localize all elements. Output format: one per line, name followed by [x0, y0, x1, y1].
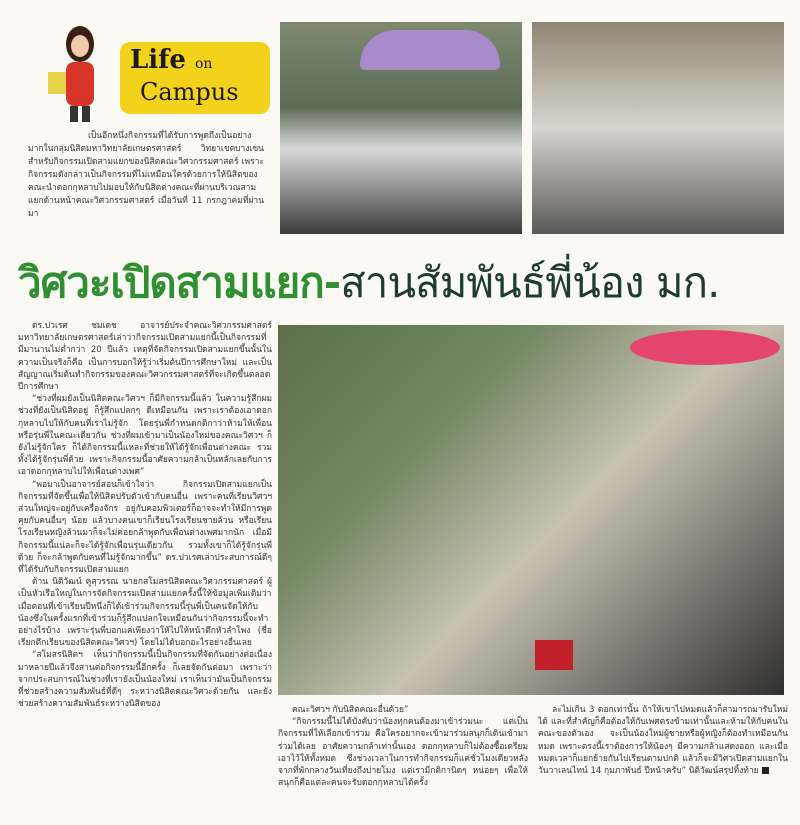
- body-paragraph: “กิจกรรมนี้ไม่ได้บังคับว่าน้องทุกคนต้องมาเข้าร่วมนะ แต่เป็นกิจกรรมที่ให้เลือกเข้าร่วม คือใครอยากจะเข้ามาร่วมสนุกก็เดินเข้ามาร่วมได้เลย อาศัยความกล้าเท่านั้นเอง ดอกกุหลาบก็ไม่ต้องซื้อเตรียมเอาไว้ให้ทั้งหมด ซึ่งช่วงเวลาในการทำกิจกรรมก็แค่ชั่วโมงเดียวหลังจากที่พักกลางวันเที่ยงถึงบ่ายโมง แต่เรามีกติกานิดๆ หน่อยๆ เพื่อให้สนุกก็คือแต่ละคนจะรับดอกกุหลาบได้ครั้ง: [278, 717, 528, 789]
- body-paragraph-text: ละไม่เกิน 3 ดอกเท่านั้น ถ้าให้เขาไปหมดแล้วก็สามารถมารับใหม่ได้ และที่สำคัญก็คือต้องให้กับเพศตรงข้ามเท่านั้นและห้ามให้กับคนในคณะของตัวเอง จะเป็นน้องใหม่ผู้ชายหรือผู้หญิงก็ต้องทำเหมือนกันหมด เพราะตรงนี้เราต้องการให้น้องๆ มีความกล้าแสดงออก และเมื่อหมดเวลาก็แยกย้ายกันไปเรียนตามปกติ แล้วก็จะมีวิศวเปิดสามแยกในวันวาเลนไทน์ 14 กุมภาพันธ์ ปีหน้าครับ” นิติวัฒน์สรุปทิ้งท้าย: [538, 705, 788, 777]
- intro-paragraph: เป็นอีกหนึ่งกิจกรรมที่ได้รับการพูดถึงเป็นอย่างมากในกลุ่มนิสิตมหาวิทยาลัยเกษตรศาสตร์ วิทยาเขตบางเขน สำหรับกิจกรรมเปิดสามแยกของนิสิตคณะวิศวกรรมศาสตร์ เพราะกิจกรรมดังกล่าวเป็นกิจกรรมที่ไม่เหมือนใครด้วยการให้นิสิตของคณะนำดอกกุหลาบไปมอบให้กับนิสิตต่างคณะที่ผ่านบริเวณสามแยกด้านหน้าคณะวิศวกรรมศาสตร์ เมื่อวันที่ 11 กรกฎาคมที่ผ่านมา: [28, 131, 264, 219]
- article-body-middle: [278, 704, 528, 820]
- pink-hat-shape: [630, 330, 780, 365]
- girl-illustration-icon: [40, 24, 110, 124]
- body-paragraph: “ช่วงที่ผมยังเป็นนิสิตคณะวิศวฯ ก็มีกิจกรรมนี้แล้ว ในความรู้สึกผมช่วงที่ยังเป็นนิสิตอยู่ ก็รู้สึกแปลกๆ ดีเหมือนกัน เพราะเราต้องเอาดอกกุหลาบไปให้กับคนที่เราไม่รู้จัก โดยรุ่นพี่กำหนดกติกาว่าห้ามให้เพื่อนหรือรุ่นพี่ในคณะเดียวกัน ช่วงที่ผมเข้ามาเป็นน้องใหม่ของคณะวิศวฯ ก็ยังไม่รู้จักใคร ก็ได้กิจกรรมนี้แหละที่ช่วยให้ได้รู้จักเพื่อนต่างคณะ รวมทั้งได้รู้จักรุ่นพี่ด้วย เพราะกิจกรรมนี้อาศัยความกล้าเป็นหลักเลยกับการเอาดอกกุหลาบไปให้เพื่อนต่างเพศ”: [18, 394, 272, 478]
- body-paragraph: คณะวิศวฯ กับนิสิตคณะอื่นด้วย”: [292, 705, 409, 715]
- photo-students-roses: [278, 325, 784, 695]
- on-word: on: [194, 56, 213, 72]
- umbrella-shape: [360, 30, 500, 70]
- headline-part2: สานสัมพันธ์พี่น้อง มก.: [340, 258, 720, 307]
- life-word: Life: [130, 45, 186, 75]
- article-body-right: [538, 704, 788, 820]
- campus-word: Campus: [140, 78, 239, 106]
- headline-part1: วิศวะเปิดสามแยก-: [18, 258, 341, 307]
- body-paragraph: “สโมสรนิสิตฯ เห็นว่ากิจกรรมนี้เป็นกิจกรรมที่จัดกันอย่างต่อเนื่องมาหลายปีแล้วจึงสานต่อกิจกรรมนี้อีกครั้ง ก็เลยจัดกันต่อมา เพราะว่าจากประสบการณ์ในช่วงที่เรายังเป็นน้องใหม่ เราเห็นว่ามันเป็นกิจกรรมที่ช่วยสร้างความสัมพันธ์ที่ดีๆ ระหว่างนิสิตคณะวิศวะด้วยกัน และยังช่วยสร้างความสัมพันธ์ระหว่างนิสิตของ: [18, 650, 272, 710]
- article-body-left: [18, 320, 272, 820]
- photo-students-bus: [532, 22, 784, 234]
- end-mark-icon: [762, 767, 769, 774]
- body-paragraph: [538, 704, 788, 777]
- body-paragraph: “พอมาเป็นอาจารย์สอนก็เข้าใจว่า กิจกรรมเปิดสามแยกเป็นกิจกรรมที่จัดขึ้นเพื่อให้นิสิตปรับตัวเข้ากับคนอื่น เพราะคนที่เรียนวิศวฯ ส่วนใหญ่จะอยู่กับเครื่องจักร อยู่กับคอมพิวเตอร์ก็อาจจะทำให้มีการพูดคุยกับคนอื่นๆ น้อย แล้วบางคนเขาก็เรียนโรงเรียนชายล้วน หรือเรียนโรงเรียนหญิงล้วนมาก็จะไม่ค่อยกล้าพูดกับเพื่อนต่างเพศมากนัก เมื่อมีกิจกรรมนี้แน่ละก็จะได้รู้จักเพื่อนรุ่นเดียวกัน รวมทั้งเขาก็ได้รู้จักรุ่นพี่ด้วย ก็จะกล้าพูดกับคนที่ไม่รู้จักมากขึ้น” ดร.ปวเรศเล่าประสบการณ์ดีๆ ที่ได้รับกับกิจกรรมเปิดสามแยก: [18, 479, 272, 576]
- body-paragraph: ด้าน นิติวัฒน์ คูสุวรรณ นายกสโมสรนิสิตคณะวิศวกรรมศาสตร์ ผู้เป็นหัวเรือใหญ่ในการจัดกิจกรรมเปิดสามแยกครั้งนี้ให้ข้อมูลเพิ่มเติมว่า เมื่อตอนที่เข้าเรียนปีหนึ่งก็ได้เข้าร่วมกิจกรรมนี้รุ่นพี่เป็นคนจัดให้กับน้องซึ่งในครั้งแรกที่เข้าร่วมก็รู้สึกแปลกใจเหมือนกันว่ากิจกรรมนี้จะทำอย่างไรบ้าง เพราะรุ่นพี่บอกแค่เพียงว่าให้ไปให้หน้าตึกหัวลำโพง (ชื่อเรียกตึกเรียนของนิสิตคณะวิศวฯ) โดยไม่ได้บอกอะไรอย่างอื่นเลย: [18, 577, 272, 649]
- red-flag-shape: [535, 640, 573, 670]
- headline: [18, 250, 788, 308]
- life-on-campus-logo: [30, 24, 270, 124]
- life-on-label: [130, 46, 212, 78]
- body-paragraph: ดร.ปวเรศ ชมเดช อาจารย์ประจำคณะวิศวกรรมศาสตร์ มหาวิทยาลัยเกษตรศาสตร์เล่าว่ากิจกรรมเปิดสามแยกนี้เป็นกิจกรรมที่มีมานานไม่ต่ำกว่า 20 ปีแล้ว เหตุที่จัดกิจกรรมเปิดสามแยกขึ้นนั้นในความเป็นจริงก็คือ เป็นการบอกให้รู้ว่าเริ่มต้นปีการศึกษาใหม่ และเป็นสัญญาณเริ่มต้นทำกิจกรรมของคณะวิศวกรรมศาสตร์ที่จะเกิดขึ้นตลอดปีการศึกษา: [18, 321, 272, 393]
